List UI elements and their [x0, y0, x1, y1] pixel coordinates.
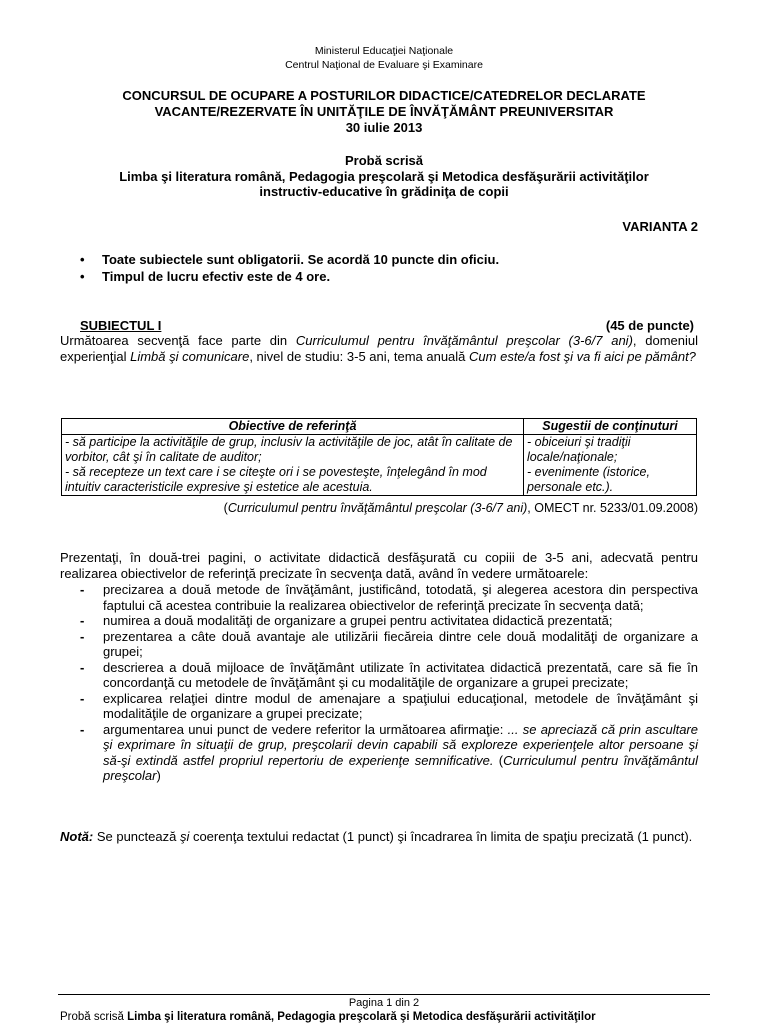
section-points: (45 de puncte) — [605, 318, 694, 333]
footer-prefix: Probă scrisă — [60, 1011, 128, 1023]
intro-domain: Limbă şi comunicare — [130, 349, 250, 364]
note-emphasis: şi — [179, 829, 190, 844]
subject-line-2: instructiv-educative în grădiniţa de copii — [259, 184, 509, 199]
footer-subject-title: Limba şi literatura română, Pedagogia preşcolară şi Metodica desfăşurării activităţilor — [127, 1011, 596, 1023]
title-line-1: CONCURSUL DE OCUPARE A POSTURILOR DIDACTICE/CATEDRELOR DECLARATE — [122, 88, 646, 103]
contest-title — [60, 88, 708, 136]
section-intro — [60, 333, 698, 365]
suggestions-cell — [524, 435, 697, 496]
suggestion-item: - evenimente (istorice, personale etc.). — [527, 465, 650, 494]
intro-theme: Cum este/a fost şi va fi aici pe pământ? — [469, 349, 696, 364]
proba-label: Probă scrisă — [344, 153, 424, 168]
objectives-cell — [62, 435, 524, 496]
objective-item: - să recepteze un text care i se citeşte ori i se povesteşte, înţelegând în mod intuitiv caracteristicile expresive şi estetice ale acestuia. — [65, 465, 487, 494]
subject-line-1: Limba şi literatura română, Pedagogia preşcolară şi Metodica desfăşurării activităţilor — [119, 168, 649, 184]
grading-note — [60, 829, 698, 845]
task-item: - explicarea relaţiei dintre modul de amenajare a spaţiului educaţional, metodele de învăţământ şi modalităţile de organizare a grupei precizate; — [80, 691, 698, 722]
header-suggestions: Sugestii de conţinuturi — [524, 419, 697, 435]
center-name: Centrul Naţional de Evaluare şi Examinare — [285, 59, 483, 71]
note-text: Se punctează — [93, 829, 180, 844]
quoted-statement: ... se apreciază că prin ascultare şi exprimare în situaţii de grup, preşcolarii devin capabili să exploreze experienţele altor persoane şi să-şi extindă astfel propriul repertoriu de experienţe semnificative. — [103, 721, 698, 768]
table-row — [62, 435, 697, 496]
intro-text: Următoarea secvenţă face parte din — [60, 333, 296, 348]
intro-curriculum: Curriculumul pentru învăţământul preşcolar (3-6/7 ani) — [295, 333, 633, 348]
intro-text: , nivel de studiu: 3-5 ani, tema anuală — [249, 349, 470, 364]
task-text: ) — [156, 768, 161, 783]
rule-item: • Timpul de lucru efectiv este de 4 ore. — [80, 269, 700, 285]
task-item — [80, 722, 698, 784]
task-item: - numirea a două modalităţi de organizare a grupei pentru activitatea didactică prezentată; — [80, 613, 698, 629]
source-title: Curriculumul pentru învăţământul preşcolar (3-6/7 ani) — [227, 501, 528, 515]
quote-source: Curriculumul pentru învăţământul preşcolar — [103, 752, 698, 783]
task-item: - precizarea a două metode de învăţământ, justificând, totodată, şi alegerea acestora din perspectiva faptului că acestea contribuie la realizarea obiectivelor de referinţă precizate în secvenţa dată; — [80, 582, 698, 613]
exam-subject-heading — [60, 153, 708, 200]
objectives-table — [61, 418, 697, 496]
table-header-row — [62, 419, 697, 435]
exam-rules — [80, 252, 700, 286]
note-label: Notă: — [60, 829, 94, 844]
header-objectives: Obiective de referinţă — [62, 419, 524, 435]
note-text: coerenţa textului redactat (1 punct) şi încadrarea în limita de spaţiu precizată (1 punct). — [189, 829, 693, 844]
footer-subject — [60, 1011, 700, 1023]
table-source — [224, 501, 698, 515]
task-item: - descrierea a două mijloace de învăţământ utilizate în activitatea didactică prezentată, care să fie în concordanţă cu metodele de învăţământ şi cu modalităţile de organizare a grupei precizate; — [80, 660, 698, 691]
section-label: SUBIECTUL I — [80, 318, 162, 333]
task-instruction: Prezentaţi, în două-trei pagini, o activitate didactică desfăşurată cu copiii de 3-5 ani, adecvată pentru realizarea obiectivelor de referinţă precizate în secvenţa dată, având în vedere următoarele: — [60, 550, 698, 581]
suggestion-item: - obiceiuri şi tradiţii locale/naţionale; — [527, 435, 631, 464]
section-heading — [80, 318, 694, 333]
task-text: argumentarea unui punct de vedere referitor la următoarea afirmaţie: — [103, 721, 508, 737]
rule-item: • Toate subiectele sunt obligatorii. Se acordă 10 puncte din oficiu. — [80, 252, 700, 268]
task-list — [80, 582, 698, 784]
variant-label: VARIANTA 2 — [622, 219, 698, 234]
objective-item: - să participe la activităţile de grup, inclusiv la activităţile de joc, atât în calitate de vorbitor, cât şi în calitate de auditor; — [65, 435, 513, 464]
exam-date: 30 iulie 2013 — [345, 120, 423, 135]
task-text: ( — [493, 752, 504, 768]
ministry-name: Ministerul Educaţiei Naţionale — [314, 45, 454, 57]
source-paren: ( — [223, 501, 228, 515]
source-ref: , OMECT nr. 5233/01.09.2008) — [527, 501, 698, 515]
title-line-2: VACANTE/REZERVATE ÎN UNITĂŢILE DE ÎNVĂŢĂMÂNT PREUNIVERSITAR — [154, 104, 614, 119]
page-number: Pagina 1 din 2 — [348, 997, 420, 1009]
intro-text: , domeniul experienţial — [60, 333, 699, 364]
task-item: - prezentarea a câte două avantaje ale utilizării fiecăreia dintre cele două modalităţi de organizare a grupei; — [80, 629, 698, 660]
ministry-header — [0, 44, 768, 72]
footer-divider — [58, 994, 710, 995]
